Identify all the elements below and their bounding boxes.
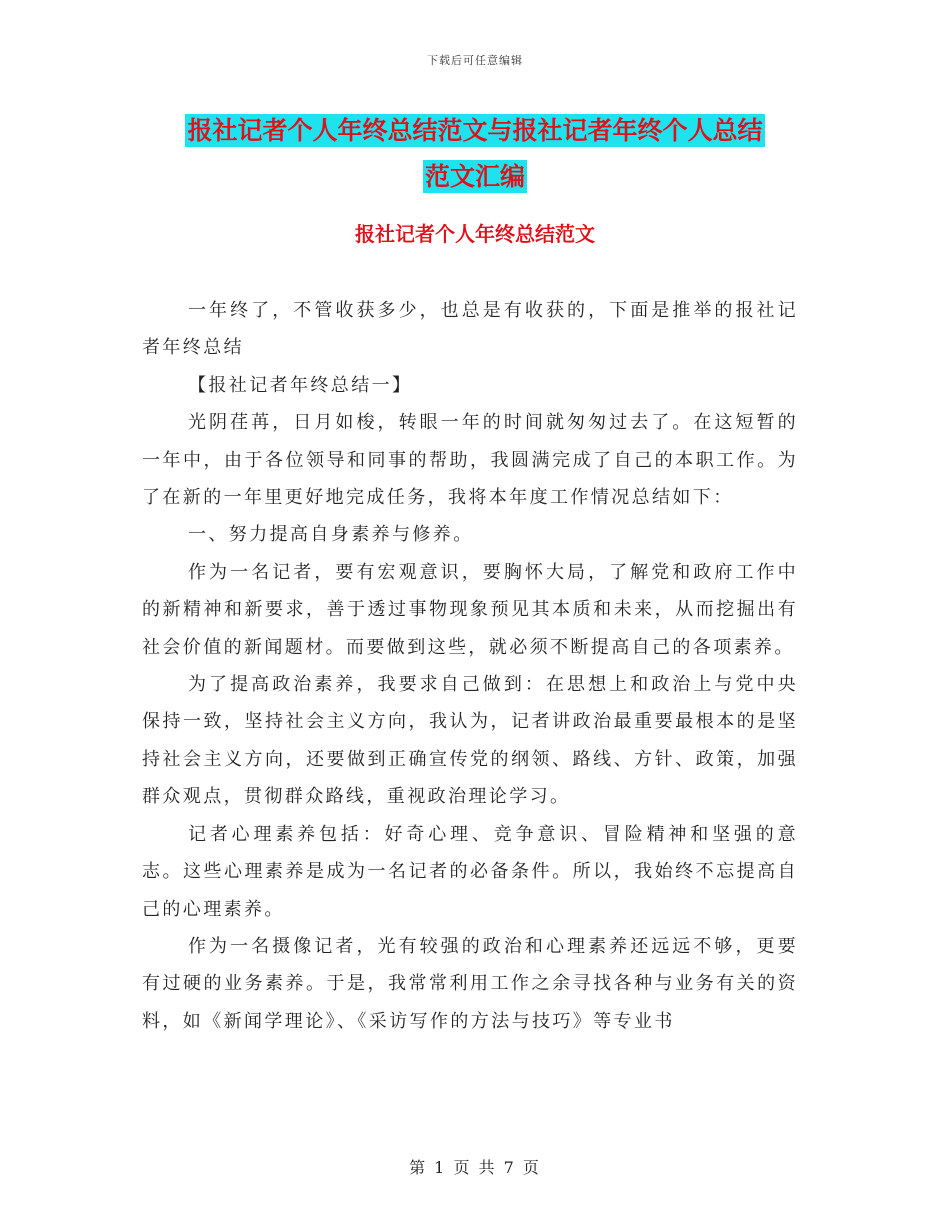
paragraph: 作为一名摄像记者，光有较强的政治和心理素养还远远不够，更要有过硬的业务素养。于是，我常常利用工作之余寻找各种与业务有关的资料，如《新闻学理论》、《采访写作的方法与技巧》等专业书: [142, 935, 798, 1032]
paragraph: 一、努力提高自身素养与修养。: [188, 524, 474, 546]
paragraph: 为了提高政治素养，我要求自己做到：在思想上和政治上与党中央保持一致，坚持社会主义方向，我认为，记者讲政治最重要最根本的是坚持社会主义方向，还要做到正确宣传党的纲领、路线、方针、政策，加强群众观点，贯彻群众路线，重视政治理论学习。: [142, 674, 798, 808]
paragraph: 作为一名记者，要有宏观意识，要胸怀大局，了解党和政府工作中的新精神和新要求，善于透过事物现象预见其本质和未来，从而挖掘出有社会价值的新闻题材。而要做到这些，就必须不断提高自己的各项素养。: [142, 561, 798, 658]
paragraph: 记者心理素养包括：好奇心理、竞争意识、冒险精神和坚强的意志。这些心理素养是成为一名记者的必备条件。所以，我始终不忘提高自己的心理素养。: [142, 823, 798, 920]
page-header: 下载后可任意编辑: [427, 54, 523, 67]
paragraph: 【报社记者年终总结一】: [188, 374, 413, 396]
title-line-1: 报社记者个人年终总结范文与报社记者年终个人总结: [187, 116, 763, 145]
paragraph: 光阴荏苒，日月如梭，转眼一年的时间就匆匆过去了。在这短暂的一年中，由于各位领导和同事的帮助，我圆满完成了自己的本职工作。为了在新的一年里更好地完成任务，我将本年度工作情况总结如下：: [142, 412, 798, 509]
page-footer: 第 1 页 共 7 页: [409, 1158, 541, 1177]
title-line-2: 范文汇编: [424, 162, 525, 191]
section-title: 报社记者个人年终总结范文: [355, 222, 595, 246]
body-text: [142, 292, 798, 1040]
document-title: [0, 108, 950, 200]
paragraph: 一年终了，不管收获多少，也总是有收获的，下面是推举的报社记者年终总结: [142, 300, 798, 359]
